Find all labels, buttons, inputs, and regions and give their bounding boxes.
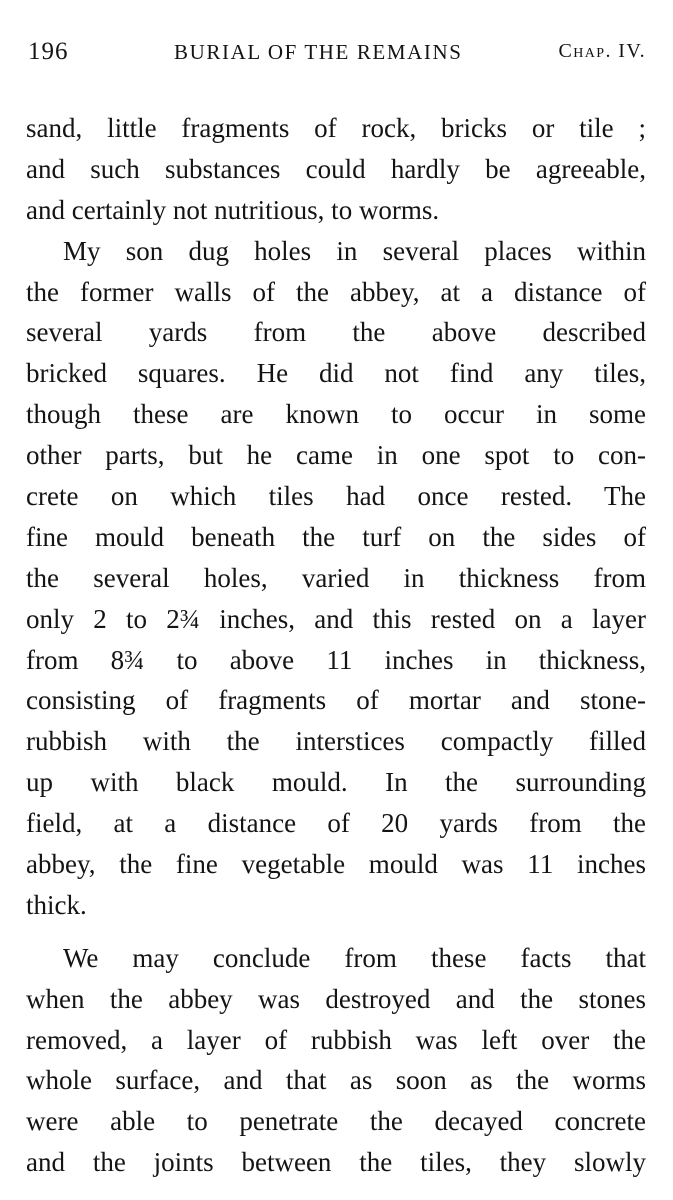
text-line: the former walls of the abbey, at a distance of bbox=[26, 276, 646, 307]
text-line: crete on which tiles had once rested. The bbox=[26, 481, 646, 512]
text-line: field, at a distance of 20 yards from the bbox=[26, 808, 646, 839]
text-line: when the abbey was destroyed and the stones bbox=[26, 983, 646, 1014]
text-line: from 8¾ to above 11 inches in thickness, bbox=[26, 644, 646, 675]
text-line: up with black mould. In the surrounding bbox=[26, 767, 646, 798]
text-line: the several holes, varied in thickness from bbox=[26, 562, 646, 593]
text-line: and such substances could hardly be agreeable, bbox=[26, 153, 646, 184]
text-line: abbey, the fine vegetable mould was 11 inches bbox=[26, 849, 646, 880]
text-line: though these are known to occur in some bbox=[26, 399, 646, 430]
chapter-label: Chap. IV. bbox=[558, 40, 646, 62]
text-line: We may conclude from these facts that bbox=[63, 942, 646, 973]
text-line: My son dug holes in several places within bbox=[63, 235, 646, 266]
paragraph-2 bbox=[26, 231, 646, 926]
text-line: sand, little fragments of rock, bricks or tile ; bbox=[26, 113, 646, 143]
book-page bbox=[26, 38, 646, 1178]
paragraph-3 bbox=[26, 938, 646, 1183]
text-line: removed, a layer of rubbish was left over the bbox=[26, 1024, 646, 1055]
paragraph-1 bbox=[26, 108, 646, 231]
page-number: 196 bbox=[28, 38, 69, 65]
text-line: and the joints between the tiles, they slowly bbox=[26, 1147, 646, 1178]
running-title: BURIAL OF THE REMAINS bbox=[174, 40, 463, 64]
text-line: bricked squares. He did not find any tiles, bbox=[26, 358, 646, 389]
text-line: several yards from the above described bbox=[26, 317, 646, 348]
body-text bbox=[26, 108, 646, 1183]
text-line: fine mould beneath the turf on the sides of bbox=[26, 521, 646, 552]
text-line: and certainly not nutritious, to worms. bbox=[26, 194, 440, 225]
text-line: rubbish with the interstices compactly filled bbox=[26, 726, 646, 757]
paragraph-spacer bbox=[26, 926, 646, 938]
text-line: were able to penetrate the decayed concrete bbox=[26, 1106, 646, 1137]
page-header bbox=[26, 38, 646, 72]
text-line: only 2 to 2¾ inches, and this rested on a layer bbox=[26, 603, 646, 634]
text-line: other parts, but he came in one spot to con- bbox=[26, 440, 646, 471]
text-line: consisting of fragments of mortar and stone- bbox=[26, 685, 646, 716]
text-line: whole surface, and that as soon as the worms bbox=[26, 1065, 646, 1096]
text-line: thick. bbox=[26, 889, 87, 920]
